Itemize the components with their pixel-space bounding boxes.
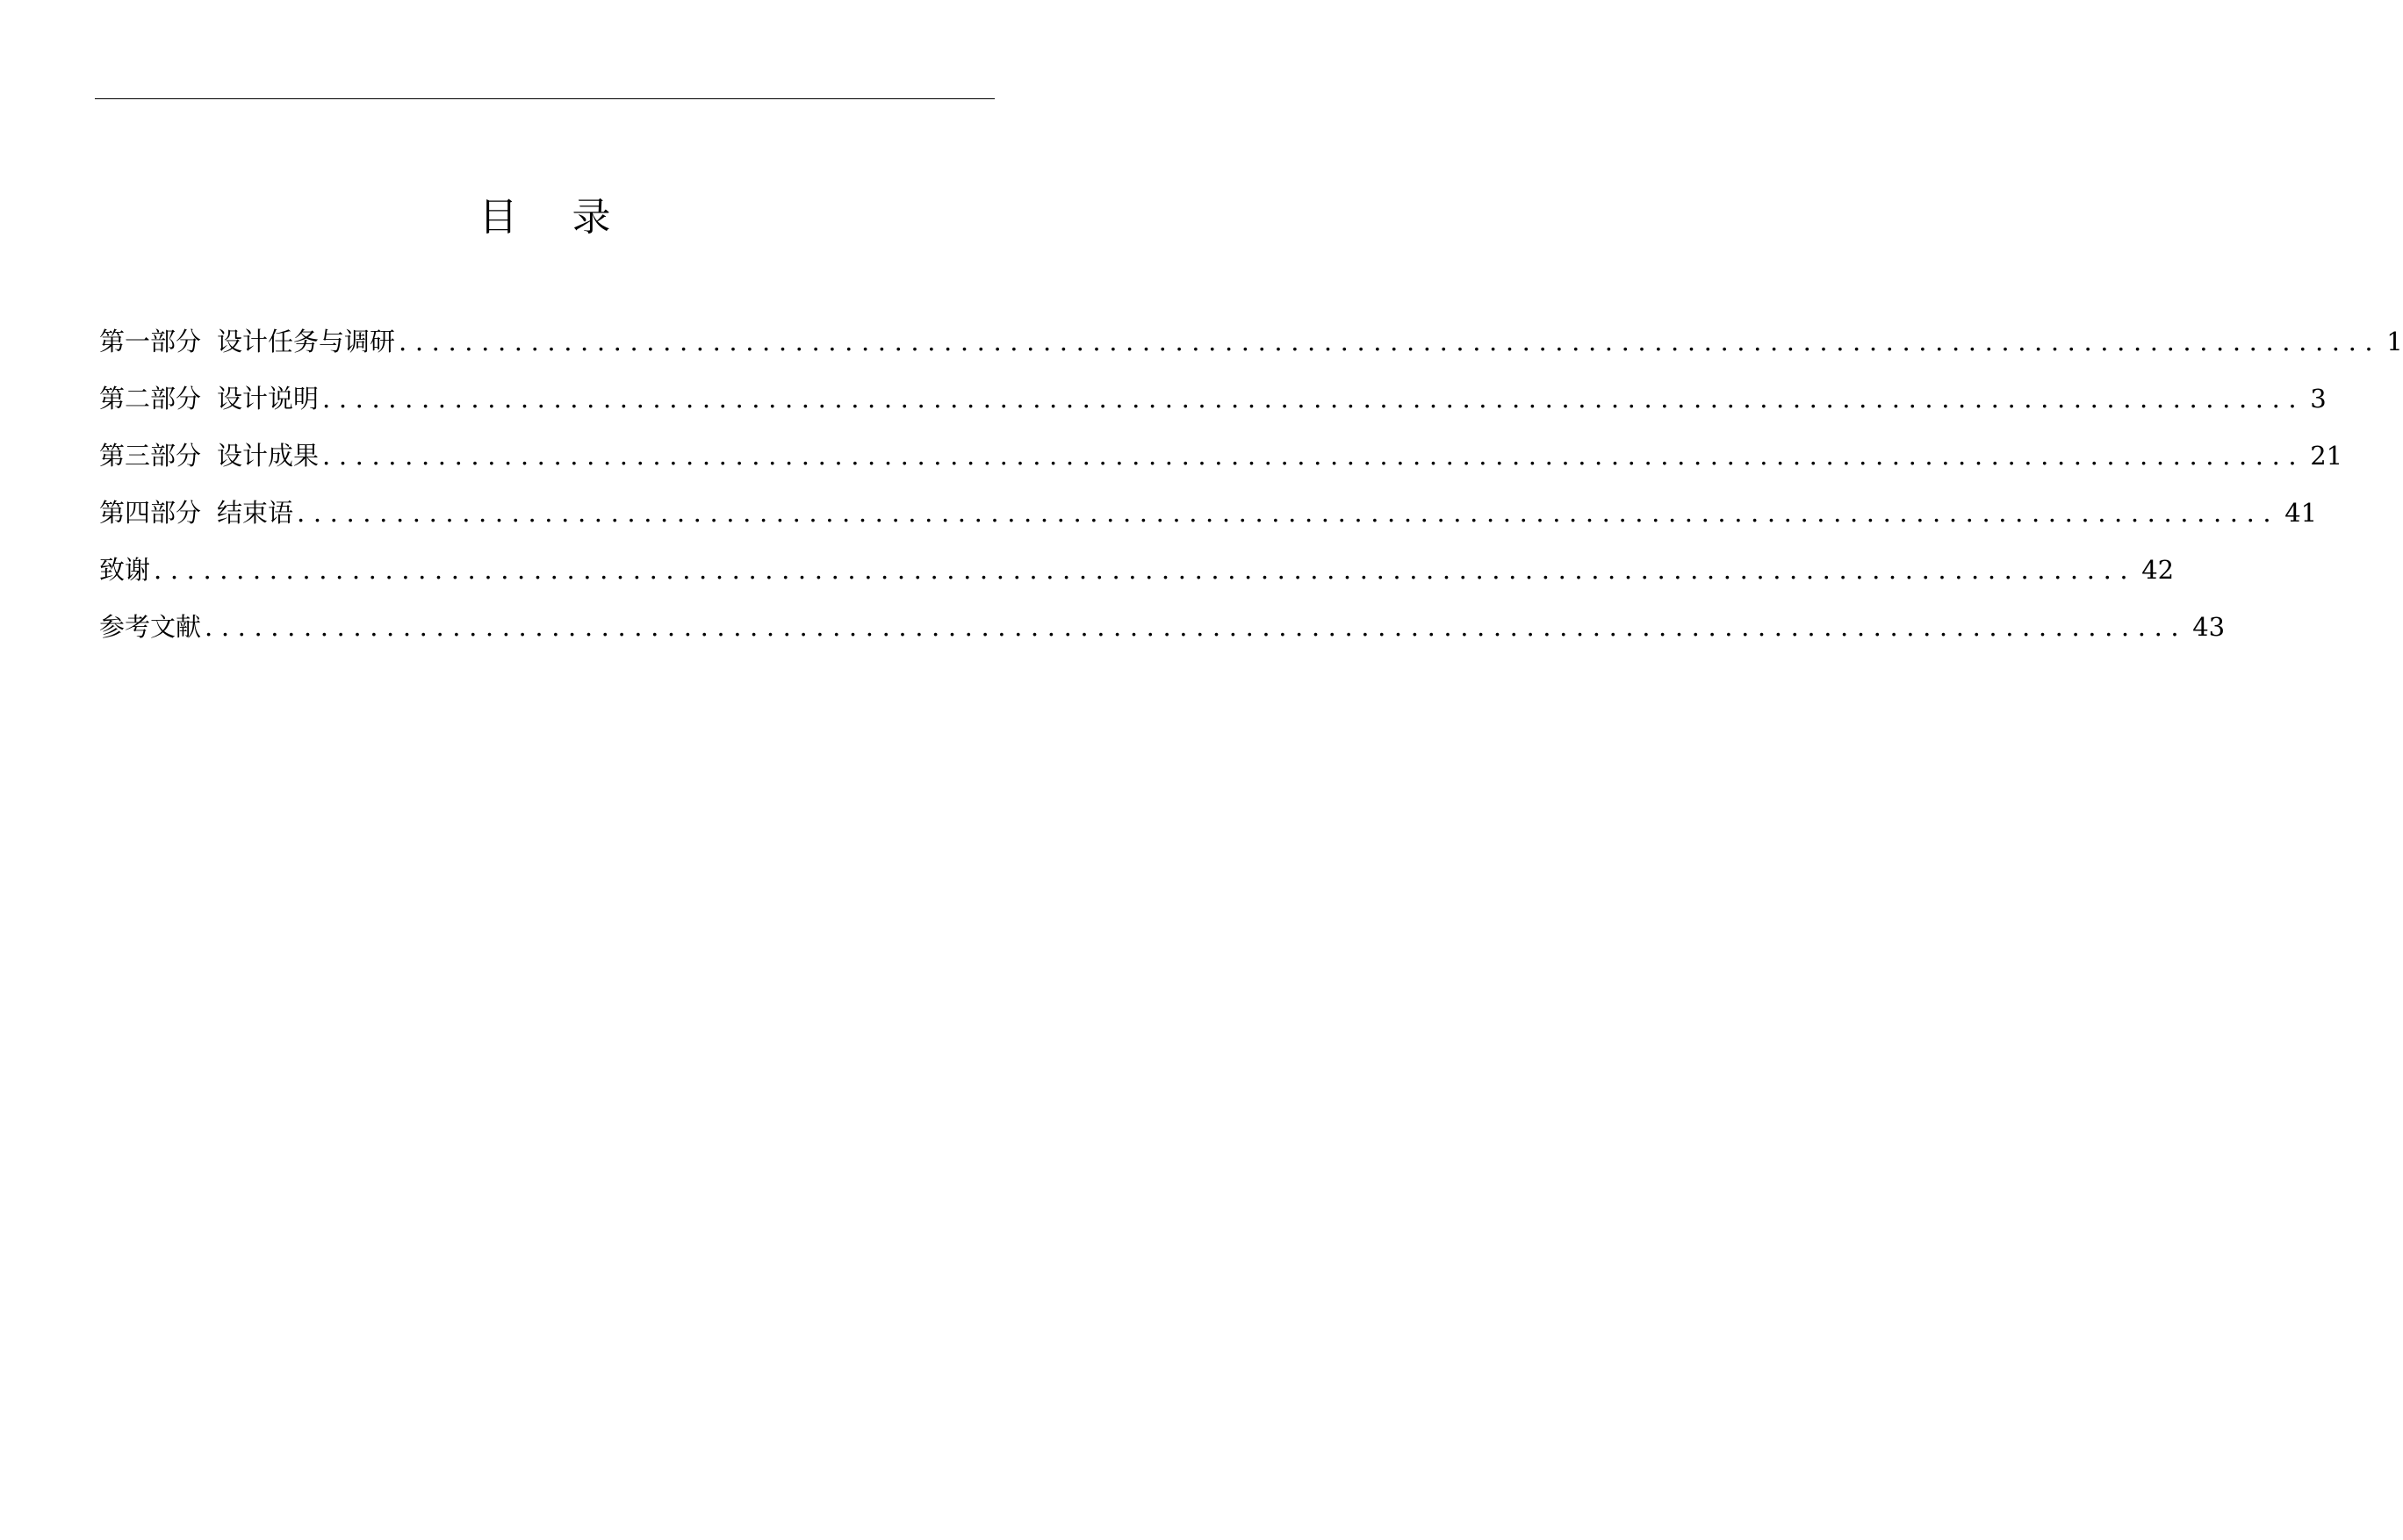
toc-entry[interactable] (99, 309, 2403, 366)
toc-title (0, 191, 1090, 244)
toc-entry-label (99, 317, 395, 366)
toc-entry-label (99, 431, 319, 480)
toc-entry-title: 设计说明 (217, 384, 320, 414)
toc-entry-page: 3 (2310, 384, 2327, 414)
header-rule (95, 98, 995, 99)
toc-entry-label (99, 488, 293, 537)
toc-entry-page: 1 (2386, 327, 2403, 356)
toc-entry-part: 第三部分 (99, 441, 202, 471)
toc-entry[interactable] (99, 423, 2343, 480)
toc-entry-label (99, 374, 319, 423)
toc-entry-part: 第二部分 (99, 384, 202, 414)
toc-entry-part: 第四部分 (99, 498, 202, 528)
toc-entry-page: 42 (2141, 555, 2175, 585)
toc-entry-title: 设计成果 (217, 441, 320, 471)
toc-leader-dots: ........................................................................................................................ (322, 384, 2306, 414)
toc-leader-dots: ........................................................................................................................ (399, 327, 2382, 356)
toc-entry-page: 21 (2310, 441, 2343, 471)
toc-entry-part: 第一部分 (99, 327, 202, 356)
toc-entry[interactable] (99, 537, 2175, 594)
toc-entry-label (99, 545, 150, 594)
toc-entry-title: 参考文献 (99, 612, 202, 642)
toc-leader-dots: ........................................................................................................................ (154, 555, 2137, 585)
toc-entry-label (99, 602, 201, 651)
toc-entry[interactable] (99, 366, 2327, 423)
toc-leader-dots: ........................................................................................................................ (322, 441, 2306, 471)
toc-entry-page: 43 (2192, 612, 2226, 642)
toc-title-char-2: 录 (572, 195, 611, 240)
toc-entry-title: 设计任务与调研 (217, 327, 396, 356)
toc-entry-title: 致谢 (99, 555, 151, 585)
toc-entry[interactable] (99, 594, 2226, 651)
toc-leader-dots: ........................................................................................................................ (205, 612, 2188, 642)
toc-entry[interactable] (99, 480, 2318, 537)
toc-list (99, 309, 2403, 651)
toc-entry-title: 结束语 (217, 498, 294, 528)
toc-leader-dots: ........................................................................................................................ (297, 498, 2280, 528)
toc-title-char-1: 目 (478, 195, 518, 240)
toc-entry-page: 41 (2284, 498, 2318, 528)
